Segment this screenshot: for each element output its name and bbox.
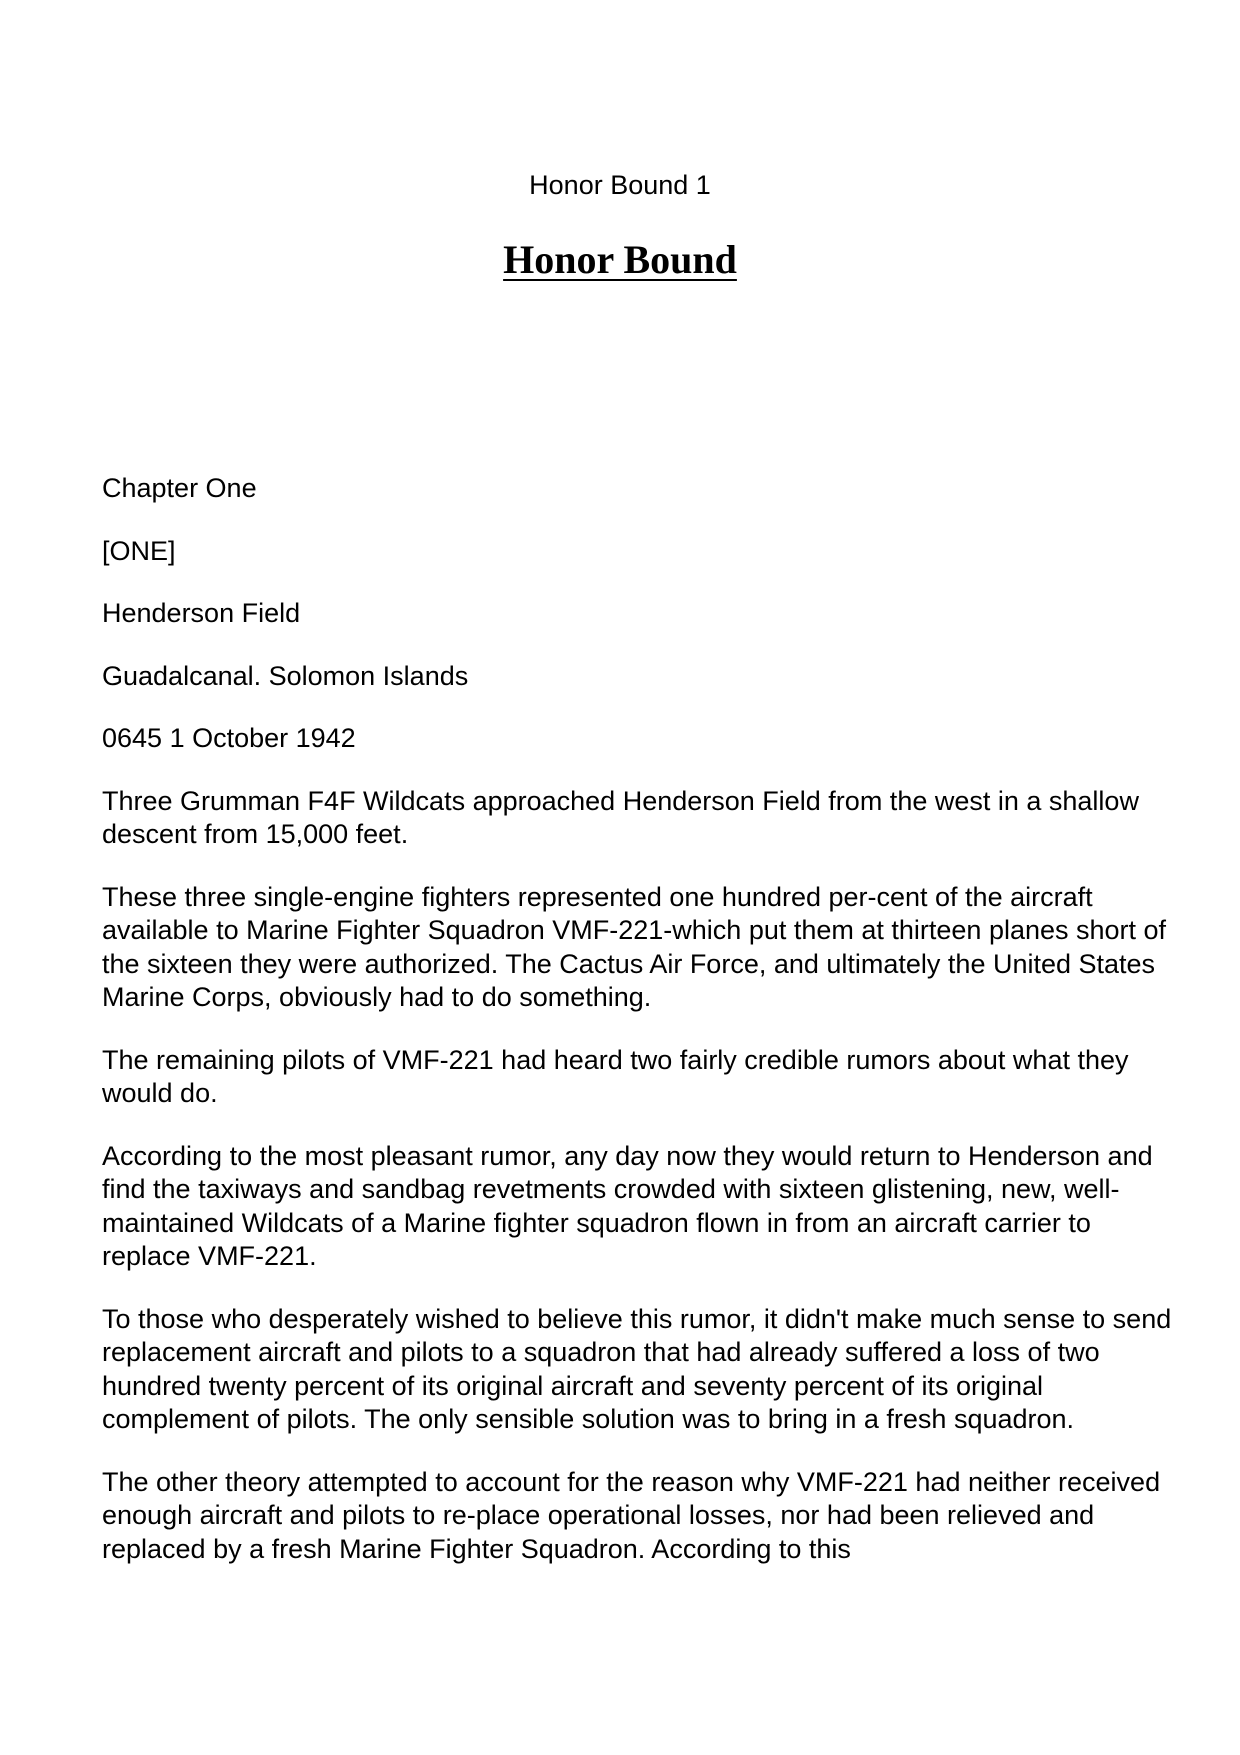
- paragraph: To those who desperately wished to believe this rumor, it didn't make much sense to send replacement aircraft and pilots to a squadron that had already suffered a loss of two hundred twenty percent of its original aircraft and seventy percent of its original complement of pilots. The only sensible solution was to bring in a fresh squadron.: [102, 1303, 1172, 1434]
- location-line: Henderson Field: [102, 598, 301, 628]
- body-text: [102, 472, 1172, 1595]
- paragraph: Three Grumman F4F Wildcats approached Henderson Field from the west in a shallow descent from 15,000 feet.: [102, 785, 1139, 849]
- paragraph: The remaining pilots of VMF-221 had heard two fairly credible rumors about what they would do.: [102, 1044, 1129, 1108]
- running-header: Honor Bound 1: [529, 170, 711, 200]
- chapter-heading: Chapter One: [102, 473, 257, 503]
- datetime-line: 0645 1 October 1942: [102, 723, 356, 753]
- paragraph: These three single-engine fighters represented one hundred per-cent of the aircraft available to Marine Fighter Squadron VMF-221-which put them at thirteen planes short of the sixteen they were authorized. The Cactus Air Force, and ultimately the United States Marine Corps, obviously had to do something.: [102, 881, 1167, 1012]
- region-line: Guadalcanal. Solomon Islands: [102, 660, 469, 691]
- book-title: Honor Bound: [503, 237, 737, 282]
- paragraph: The other theory attempted to account for the reason why VMF-221 had neither received enough aircraft and pilots to re-place operational losses, nor had been relieved and replaced by a fresh Marine Fighter Squadron. According to this: [102, 1466, 1161, 1564]
- paragraph: According to the most pleasant rumor, any day now they would return to Henderson and find the taxiways and sandbag revetments crowded with sixteen glistening, new, well-maintained Wildcats of a Marine fighter squadron flown in from an aircraft carrier to replace VMF-221.: [102, 1140, 1153, 1271]
- chapter-number: [ONE]: [102, 535, 176, 566]
